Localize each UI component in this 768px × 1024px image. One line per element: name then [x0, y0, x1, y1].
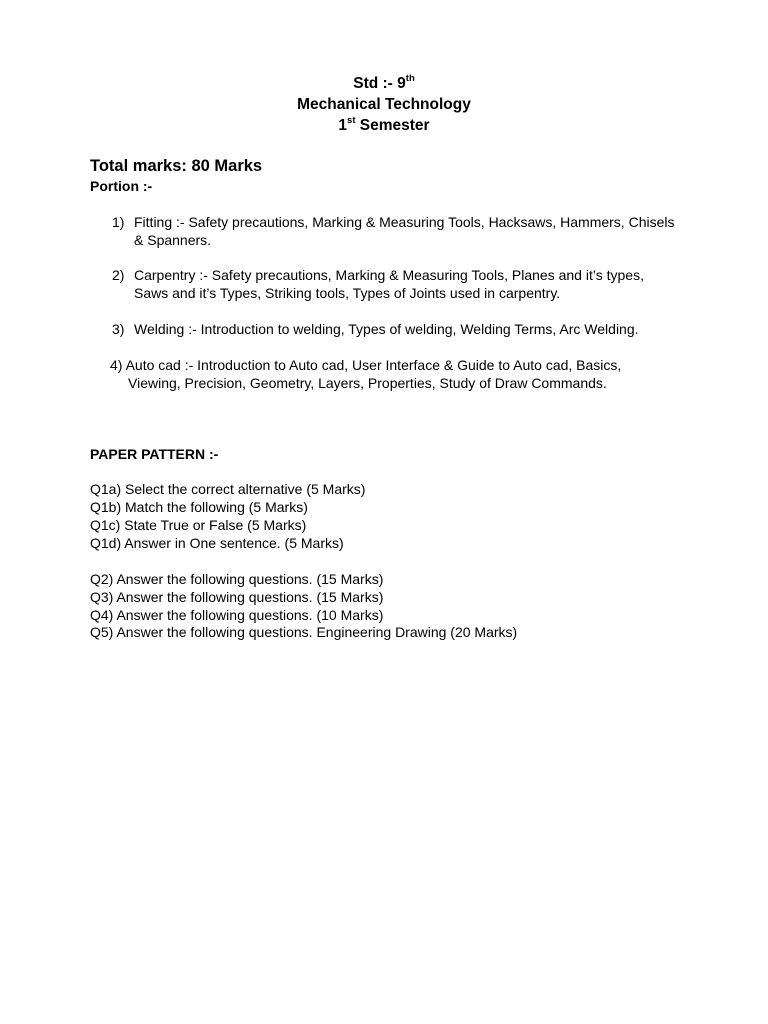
portion-item-line: Welding :- Introduction to welding, Types of welding, Welding Terms, Arc Welding.: [134, 321, 639, 337]
standard-heading: [0, 74, 768, 94]
question-line: Q2) Answer the following questions. (15 Marks): [90, 571, 384, 587]
portion-label: Portion :-: [90, 178, 153, 194]
portion-item-line: & Spanners.: [134, 232, 212, 248]
portion-item-text: [134, 320, 639, 338]
question-line: Q1d) Answer in One sentence. (5 Marks): [90, 535, 344, 551]
portion-item-line: Saws and it’s Types, Striking tools, Types of Joints used in carpentry.: [134, 285, 561, 301]
portion-item: [112, 213, 732, 249]
question-line: Q1b) Match the following (5 Marks): [90, 499, 308, 515]
question-line: Q1a) Select the correct alternative (5 Marks): [90, 481, 366, 497]
portion-item: [110, 356, 730, 392]
portion-item: [112, 266, 732, 302]
portion-item: [112, 320, 732, 338]
portion-item-line: Fitting :- Safety precautions, Marking & Measuring Tools, Hacksaws, Hammers, Chisels: [134, 214, 675, 230]
portion-item-number: 2): [112, 267, 125, 283]
semester-label: Semester: [355, 117, 430, 134]
question-line: Q5) Answer the following questions. Engineering Drawing (20 Marks): [90, 624, 518, 640]
standard-superscript: th: [405, 72, 415, 84]
standard-label: Std :- 9: [353, 75, 406, 92]
portion-item-number: 3): [112, 321, 125, 337]
portion-item-number: 1): [112, 214, 125, 230]
total-marks: Total marks: 80 Marks: [90, 157, 263, 175]
portion-item-number: 4): [110, 357, 123, 373]
portion-item-first-line: [110, 356, 621, 374]
semester-heading: [0, 116, 768, 136]
portion-item-text: [134, 266, 644, 302]
portion-item-line: Viewing, Precision, Geometry, Layers, Properties, Study of Draw Commands.: [128, 375, 607, 391]
subject-title: Mechanical Technology: [297, 96, 471, 113]
portion-item-line: Auto cad :- Introduction to Auto cad, User Interface & Guide to Auto cad, Basics,: [125, 357, 622, 373]
question-line: Q1c) State True or False (5 Marks): [90, 517, 307, 533]
question-line: Q3) Answer the following questions. (15 Marks): [90, 589, 384, 605]
portion-item-line: Carpentry :- Safety precautions, Marking & Measuring Tools, Planes and it’s types,: [134, 267, 644, 283]
question-line: Q4) Answer the following questions. (10 Marks): [90, 607, 384, 623]
semester-number: 1: [338, 117, 348, 134]
paper-pattern-title: PAPER PATTERN :-: [90, 446, 219, 462]
semester-superscript: st: [347, 114, 356, 126]
portion-item-text: [134, 213, 675, 249]
